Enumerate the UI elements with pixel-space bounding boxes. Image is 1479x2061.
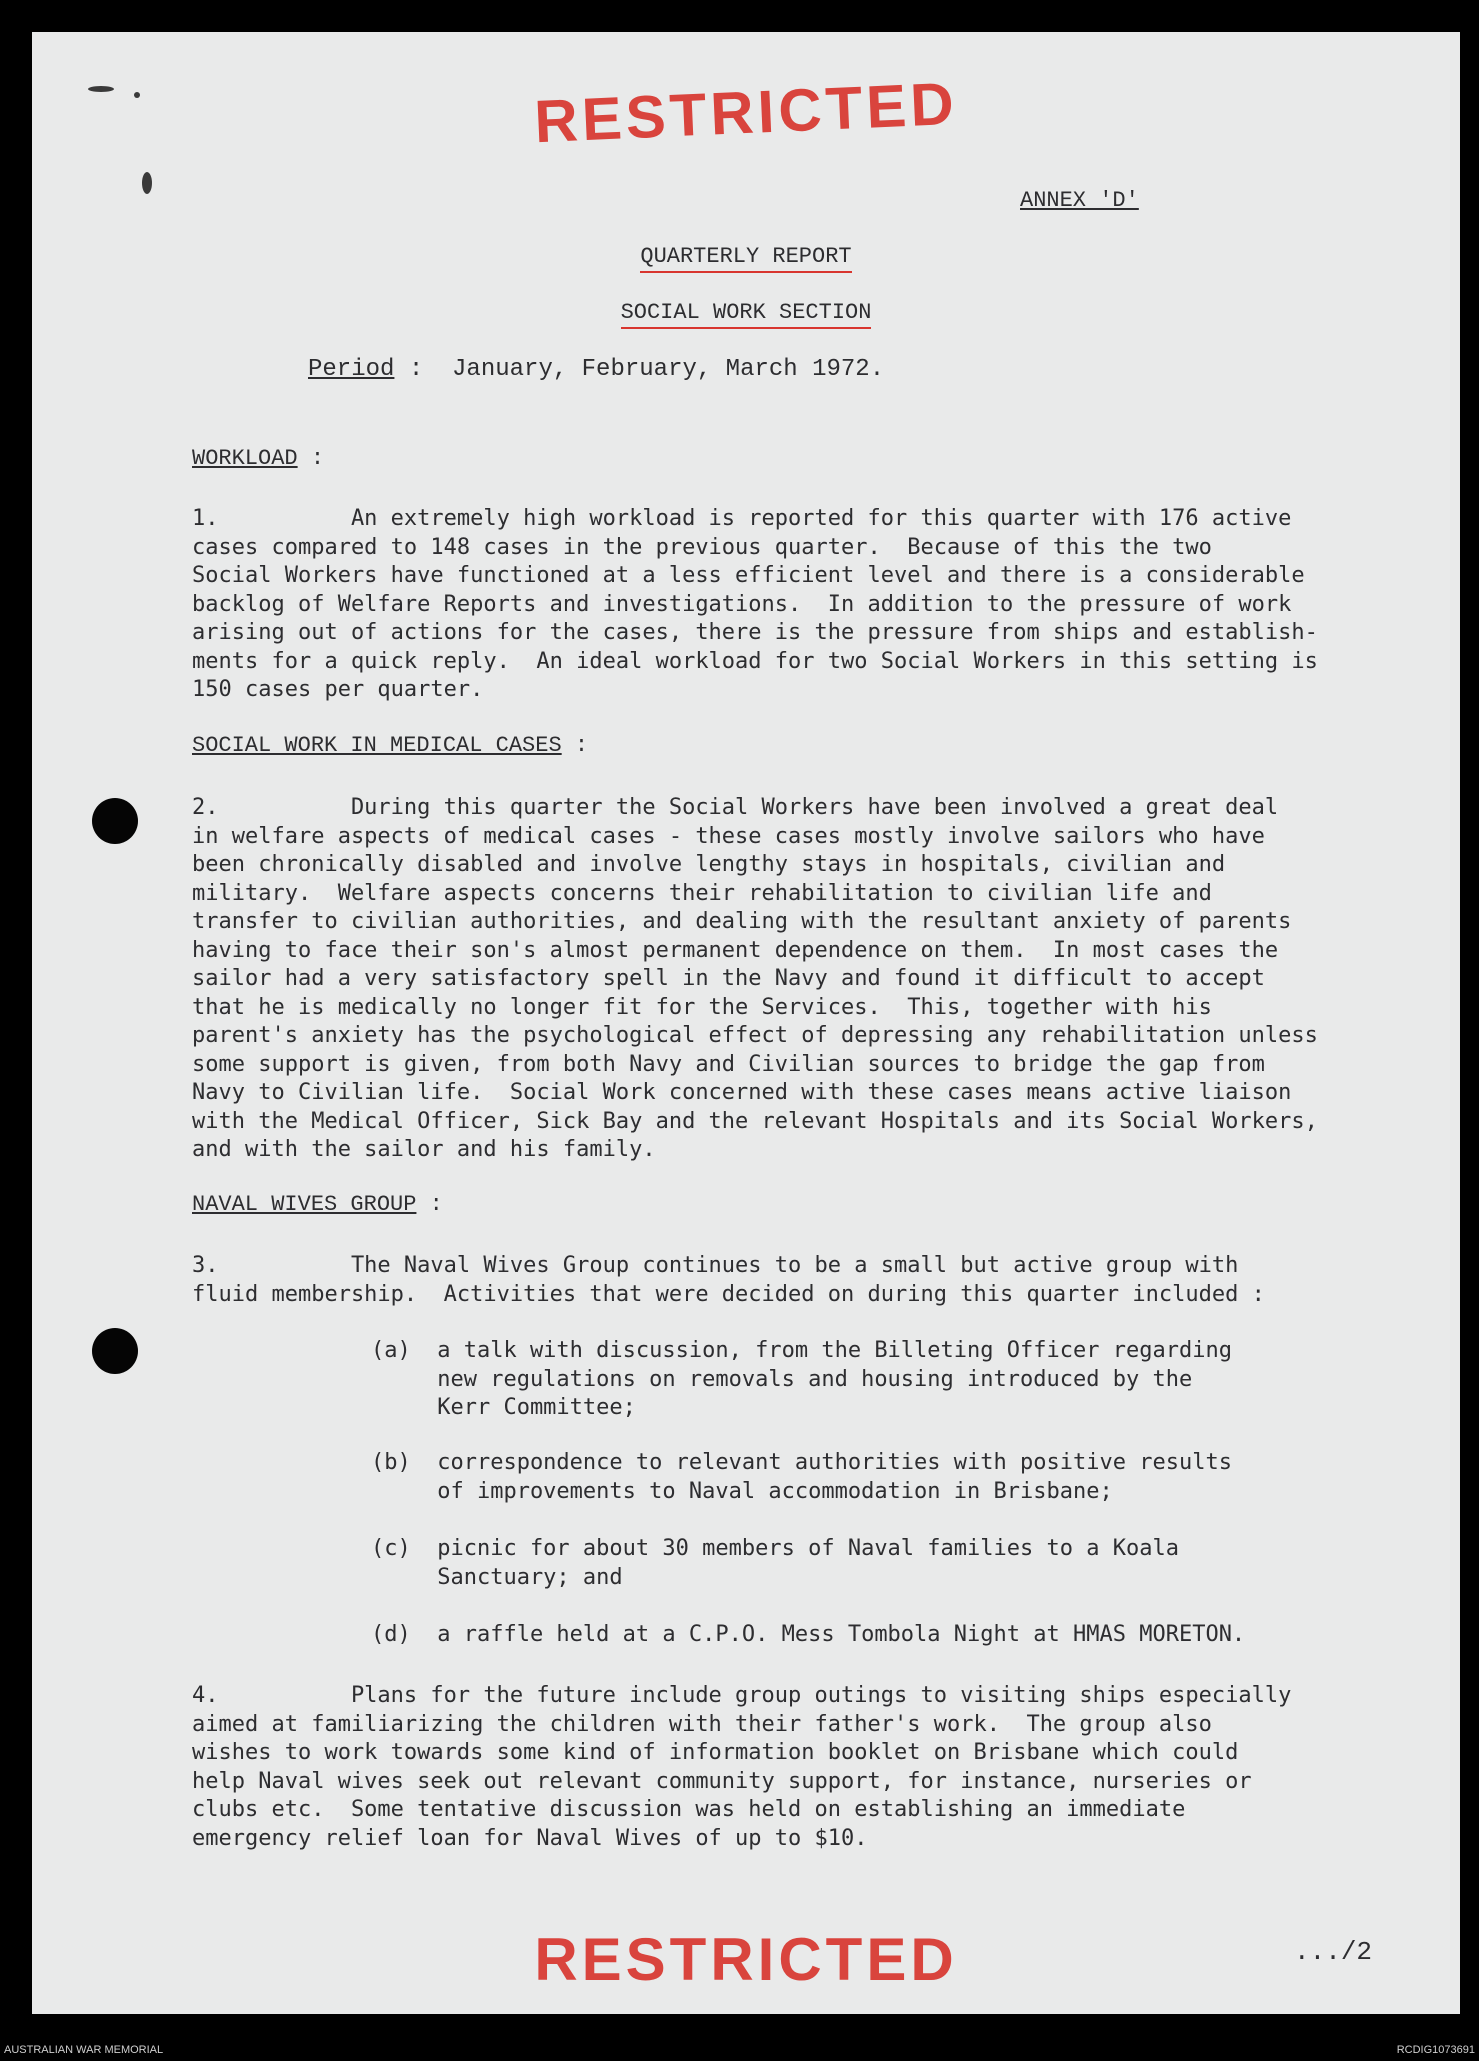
list-item-a: (a) a talk with discussion, from the Billeting Officer regarding new regulations on removals and housing introduced by the Kerr Committee; — [371, 1338, 1232, 1420]
list-item-d: (d) a raffle held at a C.P.O. Mess Tombola Night at HMAS MORETON. — [371, 1622, 1246, 1647]
section-title-text: SOCIAL WORK SECTION — [621, 300, 872, 329]
punch-hole-top — [92, 798, 138, 844]
paper-mark — [142, 172, 152, 194]
paragraph-4: 4. Plans for the future include group outings to visiting ships especially aimed at familiarizing the children with their father's work. The group also wishes to work towards some kind of information booklet on Brisbane which could help Naval wives seek out relevant community support, for instance, nurseries or clubs etc. Some tentative discussion was held on establishing an immediate emergency relief loan for Naval Wives of up to $10. — [192, 1683, 1292, 1851]
heading-naval-wives: NAVAL WIVES GROUP : — [192, 1192, 443, 1217]
restricted-stamp-bottom: RESTRICTED — [534, 1926, 958, 1993]
paragraph-3: 3. The Naval Wives Group continues to be a small but active group with fluid membership. Activities that were decided on during this quarter included : — [192, 1253, 1265, 1307]
paragraph-1: 1. An extremely high workload is reported for this quarter with 176 active cases compared to 148 cases in the previous quarter. Because of this the two Social Workers have functioned at a less efficient level and there is a considerable backlog of Welfare Reports and investigations. In addition to the pressure of work arising out of actions for the cases, there is the pressure from ships and establish- ments for a quick reply. An ideal workload for two Social Workers in this setting is 150 cases per quarter. — [192, 506, 1318, 702]
punch-hole-bottom — [92, 1328, 138, 1374]
annex-label: ANNEX 'D' — [1020, 188, 1139, 213]
heading-naval-wives-text: NAVAL WIVES GROUP — [192, 1192, 417, 1217]
heading-medical-cases: SOCIAL WORK IN MEDICAL CASES : — [192, 733, 589, 758]
section-title — [32, 300, 1460, 325]
period-line — [308, 356, 884, 383]
list-item-c: (c) picnic for about 30 members of Naval families to a Koala Sanctuary; and — [371, 1536, 1179, 1590]
page-continuation — [1294, 1937, 1372, 1967]
footer-archive-name: AUSTRALIAN WAR MEMORIAL — [4, 2044, 164, 2056]
page-number: /2 — [1340, 1937, 1373, 1967]
continuation-dots: ... — [1294, 1937, 1341, 1967]
restricted-stamp-top: RESTRICTED — [533, 69, 959, 156]
footer-record-id: RCDIG1073691 — [1396, 2044, 1475, 2056]
list-item-b: (b) correspondence to relevant authorities with positive results of improvements to Naval accommodation in Brisbane; — [371, 1450, 1232, 1504]
paper-mark — [88, 86, 114, 92]
report-title-text: QUARTERLY REPORT — [640, 244, 851, 273]
heading-workload-text: WORKLOAD — [192, 446, 298, 471]
document-page — [32, 32, 1460, 2014]
paragraph-2: 2. During this quarter the Social Workers have been involved a great deal in welfare aspects of medical cases - these cases mostly involve sailors who have been chronically disabled and involve lengthy stays in hospitals, civilian and military. Welfare aspects concerns their rehabilitation to civilian life and transfer to civilian authorities, and dealing with the resultant anxiety of parents having to face their son's almost permanent dependence on them. In most cases the sailor had a very satisfactory spell in the Navy and found it difficult to accept that he is medically no longer fit for the Services. This, together with his parent's anxiety has the psychological effect of depressing any rehabilitation unless some support is given, from both Navy and Civilian sources to bridge the gap from Navy to Civilian life. Social Work concerned with these cases means active liaison with the Medical Officer, Sick Bay and the relevant Hospitals and its Social Workers, and with the sailor and his family. — [192, 795, 1318, 1162]
heading-workload: WORKLOAD : — [192, 446, 325, 471]
paper-mark — [134, 92, 140, 98]
period-value: : January, February, March 1972. — [394, 356, 885, 383]
report-title — [32, 244, 1460, 269]
heading-medical-cases-text: SOCIAL WORK IN MEDICAL CASES — [192, 733, 562, 758]
period-label: Period — [308, 356, 395, 383]
